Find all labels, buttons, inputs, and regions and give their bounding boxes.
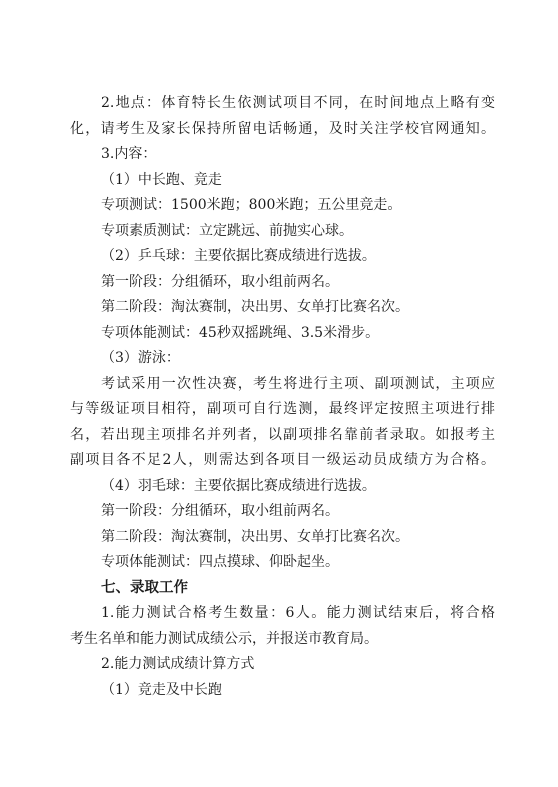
text-line: 2.能力测试成绩计算方式 (101, 656, 255, 672)
text-line: 3.内容： (101, 146, 157, 162)
text-line: 专项测试：1500米跑；800米跑；五公里竞走。 (101, 197, 402, 213)
text-line: 专项体能测试：四点摸球、仰卧起坐。 (101, 554, 339, 570)
text-line: 专项素质测试：立定跳远、前抛实心球。 (101, 222, 353, 239)
text-line: 化，请考生及家长保持所留电话畅通，及时关注学校官网通知。 (70, 120, 495, 137)
text-line: 名，若出现主项排名并列者，以副项排名靠前者录取。如报考主 (70, 426, 495, 443)
text-line: 副项目各不足2人，则需达到各项目一级运动员成绩方为合格。 (70, 452, 495, 468)
text-line: （4）羽毛球：主要依据比赛成绩进行选拔。 (101, 477, 376, 494)
text-line: 第一阶段：分组循环，取小组前两名。 (101, 273, 339, 290)
text-line: 1.能力测试合格考生数量：6人。能力测试结束后，将合格 (101, 605, 495, 621)
text-line: （1）中长跑、竞走 (101, 171, 222, 188)
text-line: 第二阶段：淘汰赛制，决出男、女单打比赛名次。 (101, 299, 409, 315)
text-line: （1）竞走及中长跑 (101, 681, 222, 698)
text-line: （2）乒乓球：主要依据比赛成绩进行选拔。 (101, 248, 376, 264)
text-line: 专项体能测试：45秒双摇跳绳、3.5米滑步。 (101, 324, 380, 341)
text-line: （3）游泳： (101, 350, 180, 366)
section-heading: 七、录取工作 (101, 579, 188, 596)
text-line: 与等级证项目相符，副项可自行选测，最终评定按照主项进行排 (70, 401, 495, 417)
text-line: 第二阶段：淘汰赛制，决出男、女单打比赛名次。 (101, 528, 409, 545)
text-line: 考生名单和能力测试成绩公示，并报送市教育局。 (70, 630, 378, 647)
text-line: 考试采用一次性决赛，考生将进行主项、副项测试，主项应 (101, 375, 495, 392)
document-page (70, 91, 495, 703)
text-line: 第一阶段：分组循环，取小组前两名。 (101, 503, 339, 519)
text-line: 2.地点：体育特长生依测试项目不同，在时间地点上略有变 (101, 95, 495, 111)
